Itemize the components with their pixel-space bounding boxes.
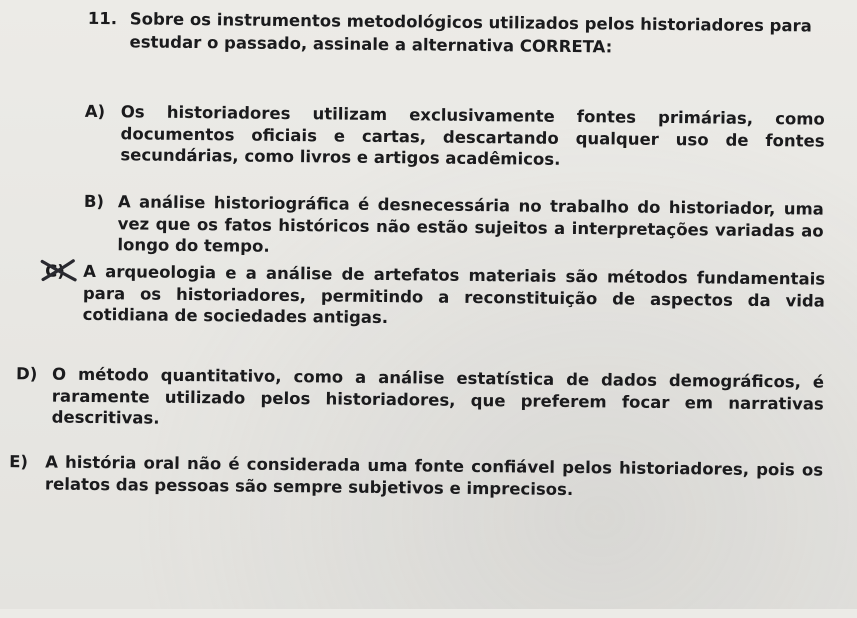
option-a-letter: A)	[84, 101, 106, 122]
option-c-text: A arqueologia e a análise de artefatos materiais são métodos fundamentais para os historiadores, permitindo a reconstituição de aspectos da vida cotidiana de sociedades antigas.	[82, 261, 826, 328]
question-number: 11.	[87, 8, 118, 29]
option-d[interactable]	[16, 363, 825, 436]
option-e-text: A história oral não é considerada uma fonte confiável pelos historiadores, pois os relatos das pessoas são sempre subjetivos e imprecisos.	[44, 452, 824, 499]
option-a-text: Os historiadores utilizam exclusivamente fontes primárias, como documentos oficiais e cartas, descartando qualquer uso de fontes secundárias, como livros e artigos acadêmicos.	[120, 102, 825, 169]
option-b[interactable]	[83, 191, 824, 263]
question-header	[87, 7, 827, 61]
handwritten-x-mark-icon	[39, 258, 79, 282]
option-b-letter: B)	[83, 191, 105, 212]
option-e[interactable]	[9, 451, 823, 503]
question-stem: Sobre os instrumentos metodológicos utilizados pelos historiadores para estudar o passado, assinale a alternativa CORRETA:	[129, 9, 812, 57]
option-c-letter: C)	[45, 261, 65, 281]
option-e-letter: E)	[9, 452, 29, 472]
option-a[interactable]	[84, 101, 825, 173]
option-b-text: A análise historiográfica é desnecessária no trabalho do historiador, uma vez que os fatos históricos não estão sujeitos a interpretações variadas ao longo do tempo.	[117, 192, 824, 256]
option-d-text: O método quantitativo, como a análise estatística de dados demográficos, é raramente utilizado pelos historiadores, que preferem focar em narrativas descritivas.	[51, 364, 825, 428]
option-d-letter: D)	[15, 364, 38, 384]
option-c[interactable]	[45, 260, 826, 333]
